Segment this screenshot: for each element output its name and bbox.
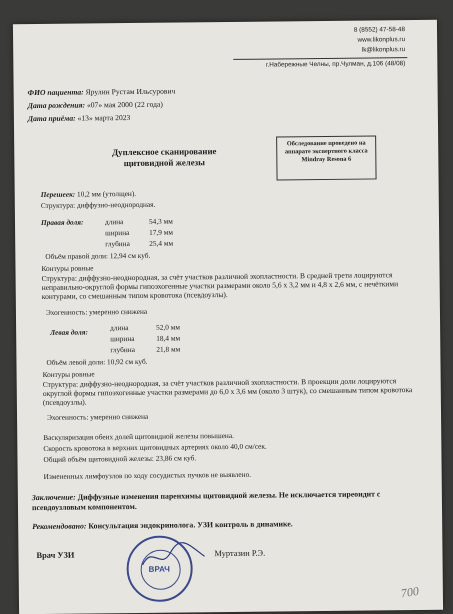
doctor-role: Врач УЗИ [36, 550, 75, 561]
vascular-line2: Скорость кровотока в верхних щитовидных артериях около 40,0 см/сек. [43, 441, 267, 453]
recommendation [32, 519, 293, 531]
right-lobe-depth-name: глубина [105, 239, 130, 249]
left-lobe-depth-name: глубина [110, 344, 135, 355]
clinic-site: www.likonplus.ru [357, 36, 406, 44]
patient-visit-row [28, 113, 131, 123]
recommendation-label: Рекомендовано: [32, 521, 87, 532]
right-lobe-length-value: 54,3 мм [148, 216, 173, 226]
lymph-nodes: Измененных лимфоузлов по ходу сосудистых пучков не выявлено. [43, 469, 252, 481]
report-title-line1: Дуплексное сканирование [112, 146, 217, 158]
right-lobe-volume: Объём правой доли: 12,94 см куб. [45, 250, 151, 261]
right-lobe-width-value: 17,9 мм [149, 227, 173, 237]
left-lobe-label: Левая доля: [50, 327, 88, 337]
patient-name-row [28, 87, 176, 98]
right-lobe-width-name: ширина [105, 228, 130, 238]
left-lobe-structure: Структура: диффузно-неоднородная, за счёт участков различной эхопластности. В проекции доли лоцируются округлой формы гипоэхогенные участки размерами до 6,0 х 3,6 мм (около 3 штук), со смешанным типом кровотока (псевдоузлы). [42, 376, 413, 408]
isthmus-label: Перешеек: [40, 189, 76, 199]
clinic-phone: 8 (8552) 47-58-48 [353, 26, 406, 34]
visit-date: «13» марта 2023 [77, 113, 131, 123]
right-lobe-depth-value: 25,4 мм [149, 238, 174, 248]
visit-date-label: Дата приёма: [27, 113, 76, 124]
clinic-email: lk@likonplus.ru [361, 46, 406, 54]
right-lobe-length-name: длина [104, 217, 124, 227]
patient-dob-row [28, 100, 163, 110]
patient-name-label: ФИО пациента: [27, 87, 84, 98]
left-lobe-width-value: 18,4 мм [156, 333, 181, 343]
doctor-name: Муртазин Р.Э. [214, 548, 266, 559]
clinic-address: г.Набережные Челны, пр.Чулман, д.106 (48/08) [265, 60, 406, 69]
left-lobe-width-name: ширина [110, 333, 135, 344]
conclusion [32, 489, 422, 512]
patient-dob-label: Дата рождения: [27, 100, 86, 111]
handwritten-note: 700 [399, 583, 420, 601]
recommendation-text: Консультация эндокринолога. УЗИ контроль в динамике. [88, 519, 293, 531]
patient-dob: «07» мая 2000 (22 года) [86, 99, 163, 110]
right-lobe-echogenicity: Эхогенность: умеренно снижена [45, 306, 148, 317]
left-lobe-depth-value: 21,8 мм [156, 344, 181, 354]
vascular-line1: Васкуляризация обеих долей щитовидной железы повышена. [43, 430, 234, 442]
equipment-box: Обследование проведено на аппарате экспертного класса Mindray Resona 6 [276, 135, 376, 180]
conclusion-label: Заключение: [31, 492, 76, 503]
patient-name: Ярулин Рустам Ильсурович [85, 86, 176, 97]
conclusion-text: Диффузные изменения паренхимы щитовидной железы. Не исключается тиреоидит с псевдоузловым компонентом. [31, 489, 381, 512]
isthmus-value: 10,2 мм (утолщен). [76, 188, 137, 199]
left-lobe-length-value: 52,0 мм [156, 322, 180, 332]
right-lobe-label: Правая доля: [40, 217, 84, 227]
right-lobe-structure: Структура: диффузно-неоднородная, за счёт участков различной эхопластности. В средней трети лоцируются неправильно-округлой формы гипоэхогенные участки размерами около 5,6 х 3,2 мм и 4,8 х 2,6 мм, с нечёткими контурами, со смешанным типом кровотока (псевдоузлы). [41, 270, 399, 302]
signature-scribble [138, 540, 208, 571]
isthmus-structure: Структура: диффузно-неоднородная. [40, 199, 156, 210]
right-lobe-contours: Контуры ровные [41, 263, 94, 273]
left-lobe-contours: Контуры ровные [42, 369, 95, 379]
stamp-text: ВРАЧ [148, 564, 170, 574]
left-lobe-volume: Объём левой доли: 10,92 см куб. [46, 356, 148, 367]
report-title-line2: щитовидной железы [123, 157, 206, 169]
isthmus-row [41, 189, 136, 199]
document-sheet [13, 20, 443, 614]
left-lobe-length-name: длина [110, 323, 129, 333]
left-lobe-echogenicity: Эхогенность: умеренно снижена [46, 411, 149, 422]
total-volume: Общий объём щитовидной железы: 23,86 см куб. [43, 453, 197, 464]
